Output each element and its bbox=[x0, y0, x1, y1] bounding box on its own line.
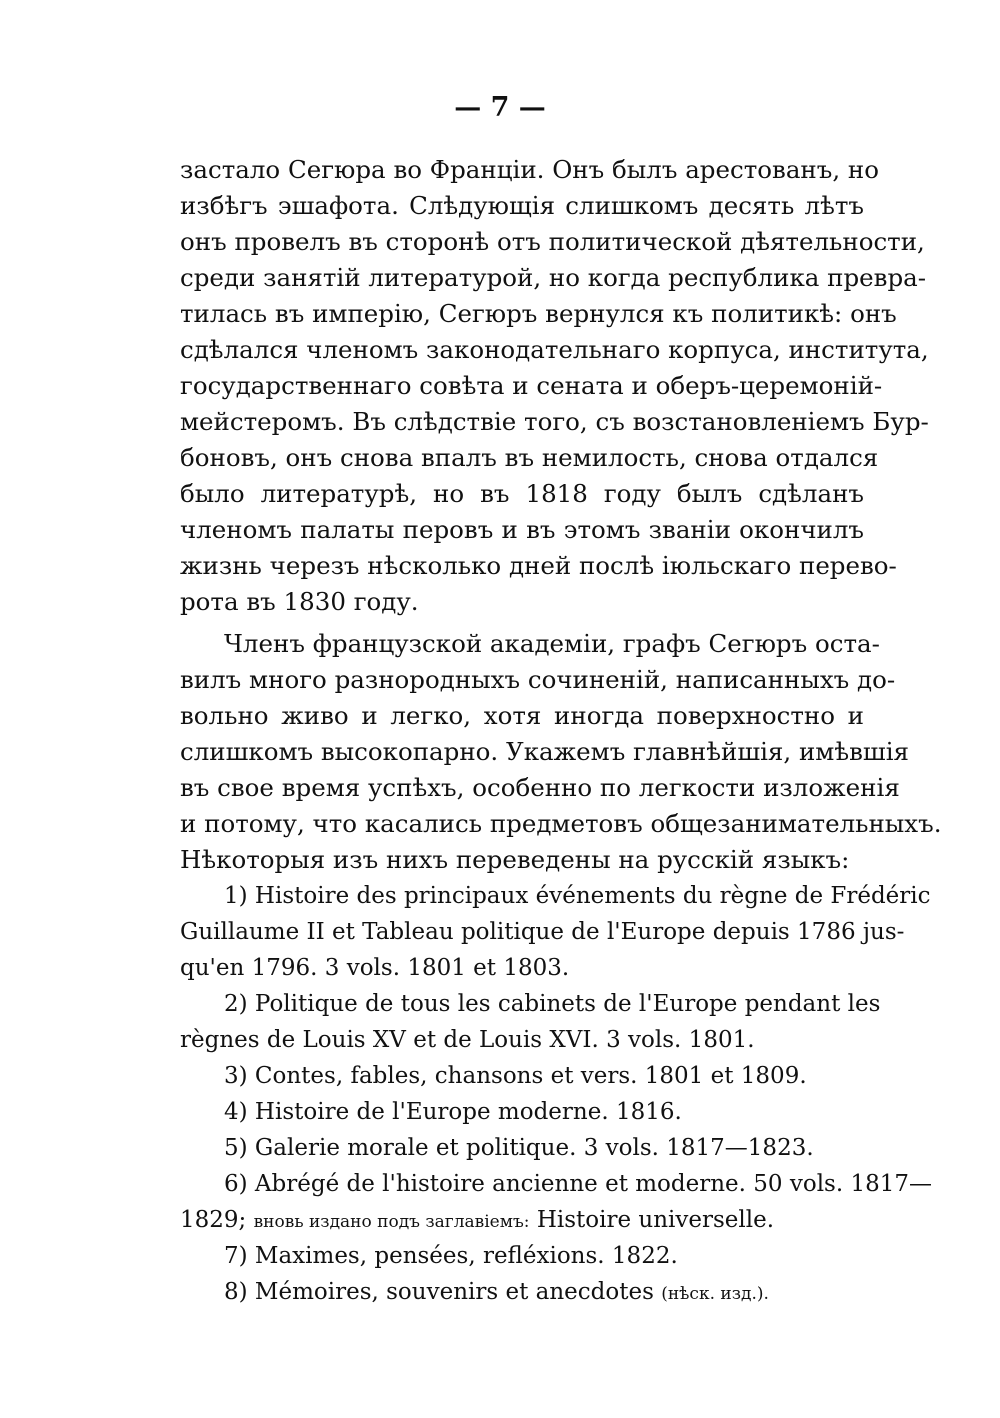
text-line: членомъ палаты перовъ и въ этомъ званіи окончилъ bbox=[180, 515, 864, 544]
text-line: сдѣлался членомъ законодательнаго корпуса, института, bbox=[180, 335, 929, 364]
work-item-3: 3) Contes, fables, chansons et vers. 1801 et 1809. bbox=[224, 1063, 807, 1089]
text-line: среди занятій литературой, но когда республика превра- bbox=[180, 263, 927, 292]
paragraph-biography bbox=[180, 152, 929, 620]
text-line: Членъ французской академіи, графъ Сегюръ оста- bbox=[224, 629, 880, 658]
work-item-2 bbox=[180, 986, 881, 1058]
text-line: 2) Politique de tous les cabinets de l'Europe pendant les bbox=[224, 991, 881, 1017]
text-line: Guillaume II et Tableau politique de l'Europe depuis 1786 jus- bbox=[180, 919, 905, 945]
work-8-note: (нѣск. изд.). bbox=[661, 1284, 769, 1304]
text-line: жизнь черезъ нѣсколько дней послѣ іюльскаго перево- bbox=[180, 551, 897, 580]
work-item-8 bbox=[180, 1274, 864, 1310]
text-line: было литературѣ, но въ 1818 году былъ сдѣланъ bbox=[180, 479, 864, 508]
text-line: вольно живо и легко, хотя иногда поверхностно и bbox=[180, 701, 864, 730]
work-6-title: Histoire universelle. bbox=[536, 1207, 775, 1233]
text-line: избѣгъ эшафота. Слѣдующія слишкомъ десять лѣтъ bbox=[180, 191, 864, 220]
work-8-title: 8) Mémoires, souvenirs et anecdotes bbox=[224, 1279, 654, 1305]
work-item-7: 7) Maximes, pensées, refléxions. 1822. bbox=[224, 1243, 678, 1269]
text-line: 1) Histoire des principaux événements du règne de Frédéric bbox=[224, 883, 931, 909]
work-6-note: вновь издано подъ заглавіемъ: bbox=[253, 1212, 530, 1232]
text-line: государственнаго совѣта и сената и оберъ-церемоній- bbox=[180, 371, 883, 400]
page-number: — 7 — bbox=[454, 92, 546, 123]
text-line: слишкомъ высокопарно. Укажемъ главнѣйшія, имѣвшія bbox=[180, 737, 909, 766]
text-line: тилась въ имперію, Сегюръ вернулся къ политикѣ: онъ bbox=[180, 299, 897, 328]
page-body bbox=[180, 152, 942, 1310]
work-item-4: 4) Histoire de l'Europe moderne. 1816. bbox=[224, 1099, 682, 1125]
paragraph-works-intro bbox=[180, 626, 942, 878]
work-item-5: 5) Galerie morale et politique. 3 vols. 1817—1823. bbox=[224, 1135, 814, 1161]
text-line: вилъ много разнородныхъ сочиненій, написанныхъ до- bbox=[180, 665, 896, 694]
text-line: застало Сегюра во Франціи. Онъ былъ арестованъ, но bbox=[180, 155, 879, 184]
text-line bbox=[180, 1202, 864, 1238]
text-line: рота въ 1830 году. bbox=[180, 587, 419, 616]
work-item-1 bbox=[180, 878, 931, 986]
works-list bbox=[180, 878, 933, 1310]
text-line: и потому, что касались предметовъ общезанимательныхъ. bbox=[180, 809, 942, 838]
work-6-year: 1829; bbox=[180, 1207, 247, 1233]
text-line: qu'en 1796. 3 vols. 1801 et 1803. bbox=[180, 955, 570, 981]
text-line: Нѣкоторыя изъ нихъ переведены на русскій языкъ: bbox=[180, 845, 850, 874]
text-line: въ свое время успѣхъ, особенно по легкости изложенія bbox=[180, 773, 900, 802]
text-line: règnes de Louis XV et de Louis XVI. 3 vols. 1801. bbox=[180, 1027, 755, 1053]
work-item-6 bbox=[180, 1166, 933, 1238]
text-line: онъ провелъ въ сторонѣ отъ политической дѣятельности, bbox=[180, 227, 925, 256]
text-line: 6) Abrégé de l'histoire ancienne et moderne. 50 vols. 1817— bbox=[224, 1171, 933, 1197]
text-line: боновъ, онъ снова впалъ въ немилость, снова отдался bbox=[180, 443, 879, 472]
text-line: мейстеромъ. Въ слѣдствіе того, съ возстановленіемъ Бур- bbox=[180, 407, 929, 436]
